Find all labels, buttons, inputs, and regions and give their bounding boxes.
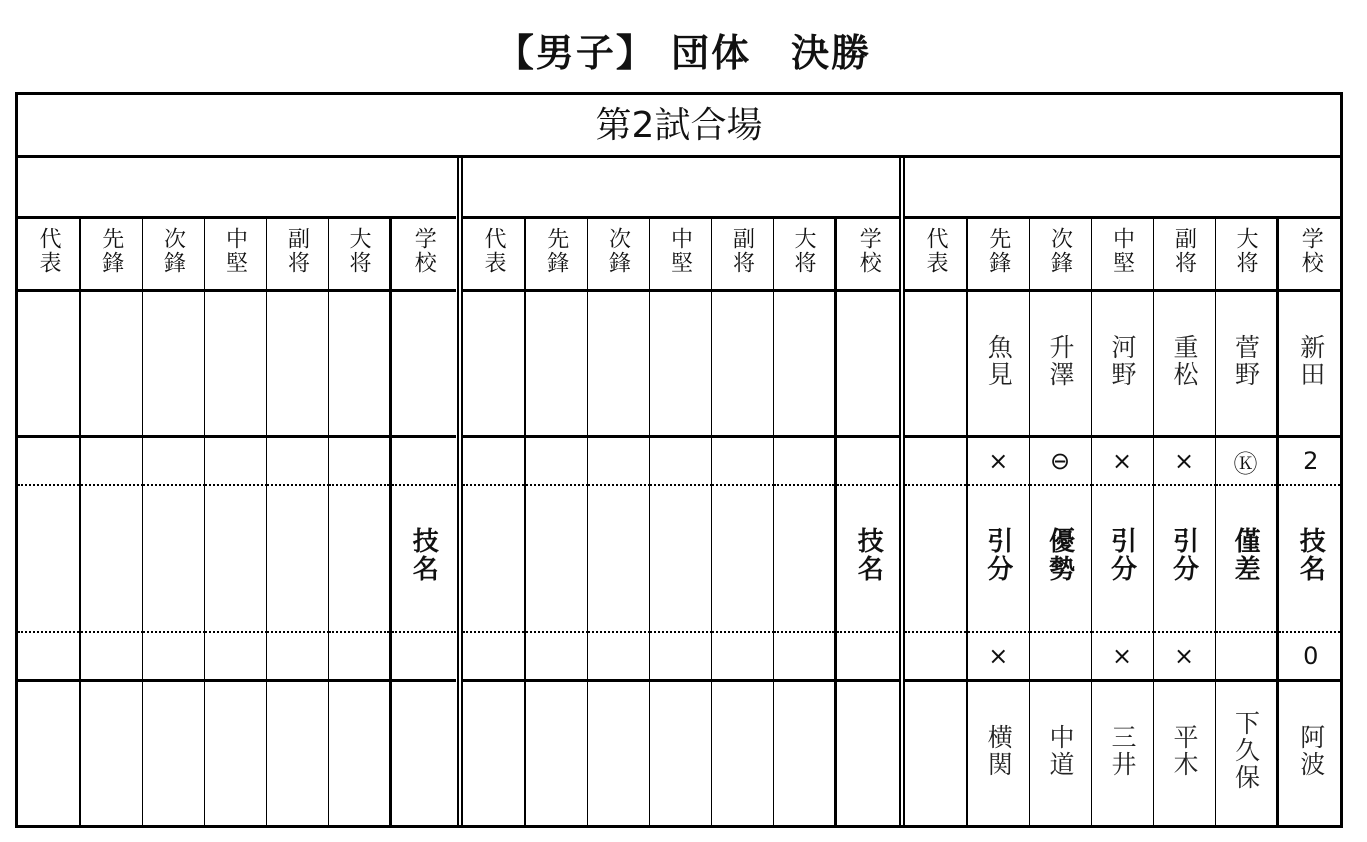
player-name xyxy=(1153,681,1215,826)
header-cell xyxy=(835,218,901,291)
point-mark xyxy=(18,632,80,681)
header-cell-text: 代表 xyxy=(36,227,61,275)
header-cell-text: 学校 xyxy=(856,227,882,275)
result-cell xyxy=(1215,485,1277,632)
player-name-text: 重松 xyxy=(1170,333,1199,388)
player-name xyxy=(525,291,587,437)
result-cell xyxy=(1091,485,1153,632)
school-name xyxy=(835,291,901,437)
point-mark xyxy=(773,632,835,681)
player-name xyxy=(1029,681,1091,826)
match-section-2 xyxy=(463,158,901,825)
header-cell xyxy=(18,218,80,291)
school-name-text: 阿波 xyxy=(1296,723,1326,778)
point-mark xyxy=(142,632,204,681)
result-cell-text: 引分 xyxy=(1168,527,1199,583)
result-cell-text: 引分 xyxy=(1106,527,1137,583)
point-mark xyxy=(204,437,266,486)
waza-label-text: 技名 xyxy=(1295,527,1326,583)
school-name xyxy=(1277,291,1343,437)
team-score xyxy=(1277,437,1343,486)
court-title: 第2試合場 xyxy=(18,95,1340,158)
team-score-text: 0 xyxy=(1303,642,1319,670)
team-score xyxy=(390,632,456,681)
player-name xyxy=(711,681,773,826)
player-name xyxy=(773,681,835,826)
header-cell xyxy=(649,218,711,291)
point-mark xyxy=(905,437,967,486)
header-cell xyxy=(1091,218,1153,291)
header-cell xyxy=(80,218,142,291)
point-mark-text: × xyxy=(1173,642,1195,670)
point-mark-text: × xyxy=(988,642,1009,670)
point-mark-text: ⊖ xyxy=(1049,447,1071,475)
point-mark-text: Ⓚ xyxy=(1233,449,1258,478)
player-name-text: 河野 xyxy=(1108,333,1137,388)
point-mark xyxy=(587,437,649,486)
result-cell xyxy=(80,485,142,632)
player-name xyxy=(266,291,328,437)
point-mark xyxy=(1091,437,1153,486)
team-score xyxy=(390,437,456,486)
score-table xyxy=(463,158,901,825)
point-mark-text: × xyxy=(1111,642,1133,670)
player-name xyxy=(1215,681,1277,826)
score-table xyxy=(18,158,456,825)
point-mark xyxy=(1091,632,1153,681)
result-cell xyxy=(773,485,835,632)
team-score-text: 2 xyxy=(1303,447,1319,475)
player-name xyxy=(142,291,204,437)
result-cell xyxy=(1153,485,1215,632)
player-name xyxy=(1091,291,1153,437)
result-cell xyxy=(204,485,266,632)
point-mark xyxy=(967,632,1029,681)
player-name xyxy=(967,681,1029,826)
result-cell xyxy=(463,485,525,632)
player-name xyxy=(80,681,142,826)
header-cell-text: 中堅 xyxy=(222,227,248,275)
player-name xyxy=(1091,681,1153,826)
header-cell xyxy=(142,218,204,291)
header-cell-text: 先鋒 xyxy=(98,227,124,275)
match-sheet xyxy=(15,92,1343,828)
result-cell xyxy=(142,485,204,632)
header-cell-text: 大将 xyxy=(791,227,816,275)
point-mark xyxy=(649,632,711,681)
point-mark xyxy=(1215,632,1277,681)
header-cell-text: 大将 xyxy=(1233,227,1258,275)
point-mark xyxy=(266,632,328,681)
header-cell-text: 先鋒 xyxy=(985,227,1011,275)
player-name xyxy=(204,681,266,826)
school-name xyxy=(390,291,456,437)
player-name xyxy=(328,681,390,826)
result-cell xyxy=(18,485,80,632)
header-cell xyxy=(967,218,1029,291)
header-cell xyxy=(711,218,773,291)
player-name-text: 魚見 xyxy=(984,333,1014,388)
point-mark xyxy=(463,437,525,486)
player-name-text: 升澤 xyxy=(1046,333,1075,388)
section-divider xyxy=(457,158,459,825)
result-cell xyxy=(711,485,773,632)
header-cell xyxy=(1029,218,1091,291)
header-cell xyxy=(328,218,390,291)
school-name xyxy=(835,681,901,826)
header-cell xyxy=(204,218,266,291)
point-mark xyxy=(773,437,835,486)
score-table xyxy=(905,158,1343,825)
point-mark xyxy=(463,632,525,681)
player-name-text: 中道 xyxy=(1046,723,1075,778)
result-cell xyxy=(328,485,390,632)
player-name xyxy=(1153,291,1215,437)
result-cell xyxy=(967,485,1029,632)
player-name xyxy=(587,291,649,437)
result-cell-text: 優勢 xyxy=(1044,527,1075,583)
point-mark xyxy=(1029,632,1091,681)
waza-label-text: 技名 xyxy=(853,527,884,583)
point-mark xyxy=(1153,437,1215,486)
player-name xyxy=(18,681,80,826)
match-section-1 xyxy=(18,158,456,825)
player-name xyxy=(463,291,525,437)
team-area xyxy=(905,158,1343,218)
player-name xyxy=(266,681,328,826)
point-mark xyxy=(967,437,1029,486)
waza-label xyxy=(835,485,901,632)
point-mark xyxy=(80,437,142,486)
point-mark xyxy=(711,632,773,681)
team-score xyxy=(835,632,901,681)
header-cell-text: 次鋒 xyxy=(160,227,186,275)
point-mark xyxy=(18,437,80,486)
player-name-text: 下久保 xyxy=(1231,710,1261,791)
point-mark xyxy=(142,437,204,486)
result-cell-text: 僅差 xyxy=(1230,527,1260,583)
waza-label xyxy=(390,485,456,632)
result-cell xyxy=(525,485,587,632)
point-mark xyxy=(649,437,711,486)
header-cell-text: 副将 xyxy=(284,227,310,275)
header-cell xyxy=(463,218,525,291)
player-name xyxy=(463,681,525,826)
waza-label xyxy=(1277,485,1343,632)
header-cell-text: 学校 xyxy=(411,227,437,275)
point-mark xyxy=(587,632,649,681)
point-mark-text: × xyxy=(988,447,1009,475)
header-cell xyxy=(390,218,456,291)
result-cell xyxy=(905,485,967,632)
point-mark xyxy=(905,632,967,681)
player-name xyxy=(142,681,204,826)
player-name xyxy=(18,291,80,437)
player-name-text: 横関 xyxy=(984,723,1014,778)
result-cell xyxy=(649,485,711,632)
result-cell xyxy=(266,485,328,632)
point-mark xyxy=(711,437,773,486)
point-mark xyxy=(1153,632,1215,681)
player-name xyxy=(328,291,390,437)
player-name-text: 三井 xyxy=(1108,723,1137,778)
header-cell xyxy=(266,218,328,291)
player-name xyxy=(711,291,773,437)
player-name-text: 菅野 xyxy=(1231,333,1261,388)
school-name xyxy=(1277,681,1343,826)
point-mark xyxy=(525,437,587,486)
header-cell-text: 先鋒 xyxy=(543,227,569,275)
header-cell-text: 代表 xyxy=(923,227,948,275)
header-cell xyxy=(773,218,835,291)
player-name xyxy=(1215,291,1277,437)
header-cell xyxy=(1215,218,1277,291)
match-section-3 xyxy=(905,158,1343,825)
header-cell-text: 副将 xyxy=(1171,227,1197,275)
point-mark-text: × xyxy=(1111,447,1133,475)
point-mark-text: × xyxy=(1173,447,1195,475)
header-cell-text: 次鋒 xyxy=(1047,227,1073,275)
point-mark xyxy=(1029,437,1091,486)
player-name xyxy=(905,681,967,826)
header-cell-text: 中堅 xyxy=(667,227,693,275)
player-name-text: 平木 xyxy=(1170,723,1199,778)
point-mark xyxy=(525,632,587,681)
waza-label-text: 技名 xyxy=(408,527,439,583)
header-cell-text: 次鋒 xyxy=(605,227,631,275)
player-name xyxy=(649,681,711,826)
player-name xyxy=(80,291,142,437)
player-name xyxy=(1029,291,1091,437)
school-name-text: 新田 xyxy=(1296,333,1326,388)
point-mark xyxy=(1215,437,1277,486)
player-name xyxy=(587,681,649,826)
point-mark xyxy=(80,632,142,681)
header-cell xyxy=(905,218,967,291)
header-cell-text: 副将 xyxy=(729,227,755,275)
school-name xyxy=(390,681,456,826)
header-cell-text: 学校 xyxy=(1298,227,1324,275)
header-cell-text: 代表 xyxy=(481,227,506,275)
team-area xyxy=(18,158,456,218)
page-title: 【男子】 団体 決勝 xyxy=(495,31,872,75)
player-name xyxy=(905,291,967,437)
team-area xyxy=(463,158,901,218)
point-mark xyxy=(204,632,266,681)
header-cell-text: 大将 xyxy=(346,227,371,275)
header-cell-text: 中堅 xyxy=(1109,227,1135,275)
player-name xyxy=(649,291,711,437)
player-name xyxy=(204,291,266,437)
header-cell xyxy=(525,218,587,291)
result-cell xyxy=(587,485,649,632)
result-cell xyxy=(1029,485,1091,632)
header-cell xyxy=(587,218,649,291)
team-score xyxy=(835,437,901,486)
player-name xyxy=(525,681,587,826)
result-cell-text: 引分 xyxy=(982,527,1013,583)
header-cell xyxy=(1153,218,1215,291)
point-mark xyxy=(266,437,328,486)
team-score xyxy=(1277,632,1343,681)
point-mark xyxy=(328,632,390,681)
point-mark xyxy=(328,437,390,486)
player-name xyxy=(967,291,1029,437)
header-cell xyxy=(1277,218,1343,291)
player-name xyxy=(773,291,835,437)
